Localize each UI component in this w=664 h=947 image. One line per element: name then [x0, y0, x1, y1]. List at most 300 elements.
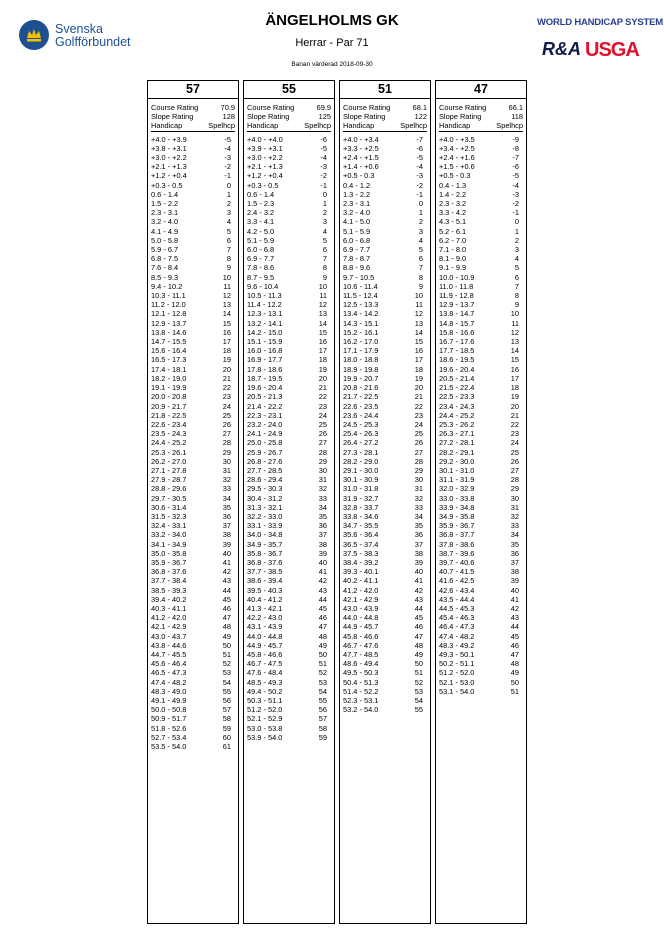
table-row-label: 44.0 - 44.8 — [247, 631, 283, 641]
table-row — [151, 374, 235, 383]
table-row — [439, 457, 523, 466]
table-row-label: +1.4 - +0.6 — [343, 162, 379, 172]
table-row — [439, 668, 523, 677]
table-row — [247, 438, 331, 447]
table-row-value: 23 — [318, 401, 327, 411]
table-row-label: 27.2 - 28.1 — [439, 438, 475, 448]
table-row-label: 8.1 - 9.0 — [439, 254, 467, 264]
table-row — [151, 604, 235, 613]
table-row-value: 6 — [514, 272, 519, 282]
table-row-label: +3.9 - +3.1 — [247, 143, 283, 153]
table-row-value: 44 — [222, 585, 231, 595]
table-row-label: 43.0 - 43.7 — [151, 631, 187, 641]
table-row-label: 8.5 - 9.3 — [151, 272, 179, 282]
tee-column-55 — [243, 80, 335, 924]
table-row — [247, 595, 331, 604]
table-row — [343, 632, 427, 641]
table-row — [247, 383, 331, 392]
table-row — [151, 227, 235, 236]
table-row-value: 23 — [414, 410, 423, 420]
table-row-label: 4.3 - 5.1 — [439, 217, 467, 227]
table-row-value: 13 — [510, 337, 519, 347]
table-row-label: 1.4 - 2.2 — [439, 189, 467, 199]
table-row — [247, 622, 331, 631]
table-row-value: 38 — [222, 530, 231, 540]
table-row-label: 52.7 - 53.4 — [151, 732, 187, 742]
table-row-label: 42.1 - 42.9 — [151, 622, 187, 632]
table-row — [151, 475, 235, 484]
table-row-value: 54 — [222, 677, 231, 687]
slope-rating-row — [343, 112, 427, 121]
table-row-label: 12.1 - 12.8 — [151, 309, 187, 319]
table-row-value: -6 — [416, 143, 423, 153]
table-row-value: 51 — [414, 668, 423, 678]
table-row-label: 24.4 - 25.2 — [151, 438, 187, 448]
table-row-label: +4.0 - +3.5 — [439, 134, 475, 144]
table-row-value: 0 — [514, 217, 519, 227]
table-row-label: 41.2 - 42.0 — [151, 613, 187, 623]
table-row-label: 32.2 - 33.0 — [247, 511, 283, 521]
table-row-value: 39 — [414, 557, 423, 567]
table-row-value: 43 — [318, 585, 327, 595]
table-row-value: 0 — [418, 199, 423, 209]
table-row-label: 21.8 - 22.5 — [151, 410, 187, 420]
table-row-value: 28 — [414, 456, 423, 466]
table-row-value: 3 — [514, 245, 519, 255]
table-row — [151, 705, 235, 714]
table-row-label: 37.8 - 38.6 — [439, 539, 475, 549]
table-row-value: -4 — [224, 143, 231, 153]
table-row — [247, 530, 331, 539]
table-row-label: +1.2 - +0.4 — [247, 171, 283, 181]
table-row-label: 33.8 - 34.6 — [343, 511, 379, 521]
table-row-label: 25.9 - 26.7 — [247, 447, 283, 457]
table-row-label: 43.0 - 43.9 — [343, 603, 379, 613]
table-row — [439, 355, 523, 364]
table-row — [439, 558, 523, 567]
table-row — [151, 365, 235, 374]
table-row-label: 6.9 - 7.7 — [247, 254, 275, 264]
table-row-value: 10 — [510, 309, 519, 319]
table-row-value: 37 — [510, 557, 519, 567]
table-row-value: 46 — [414, 622, 423, 632]
table-row-label: 19.9 - 20.7 — [343, 373, 379, 383]
table-row-value: 28 — [222, 438, 231, 448]
table-row — [247, 466, 331, 475]
table-row-value: 18 — [414, 364, 423, 374]
table-row — [343, 705, 427, 714]
table-row — [151, 190, 235, 199]
table-row-value: 29 — [318, 456, 327, 466]
table-row-label: 40.2 - 41.1 — [343, 576, 379, 586]
handicap-header-row-value: Spelhcp — [304, 121, 331, 131]
table-row-label: 35.0 - 35.8 — [151, 548, 187, 558]
table-row-value: 34 — [318, 502, 327, 512]
table-row-label: 46.4 - 47.3 — [439, 622, 475, 632]
table-row-label: 37.5 - 38.3 — [343, 548, 379, 558]
table-row — [151, 595, 235, 604]
table-row-label: 23.5 - 24.3 — [151, 429, 187, 439]
table-row-value: 37 — [414, 539, 423, 549]
table-row — [247, 714, 331, 723]
table-row — [151, 558, 235, 567]
tee-body — [244, 103, 334, 742]
table-row-value: -3 — [320, 162, 327, 172]
table-row-value: 29 — [510, 484, 519, 494]
table-row — [439, 208, 523, 217]
table-row — [439, 227, 523, 236]
table-row-label: 21.5 - 22.4 — [439, 383, 475, 393]
table-row — [247, 309, 331, 318]
table-row-value: 2 — [514, 235, 519, 245]
table-row — [151, 162, 235, 171]
table-row — [151, 724, 235, 733]
table-row-label: 31.0 - 31.8 — [343, 484, 379, 494]
table-row — [439, 613, 523, 622]
table-row — [151, 641, 235, 650]
table-row — [247, 687, 331, 696]
table-row-value: 48 — [318, 631, 327, 641]
table-row-value: -5 — [320, 143, 327, 153]
table-row — [247, 503, 331, 512]
table-row — [439, 245, 523, 254]
table-row-label: 11.0 - 11.8 — [439, 281, 474, 291]
table-row — [439, 586, 523, 595]
table-row-value: 57 — [222, 705, 231, 715]
table-row-value: 20 — [510, 401, 519, 411]
table-row-label: 44.5 - 45.3 — [439, 603, 475, 613]
table-row — [247, 181, 331, 190]
table-row — [343, 411, 427, 420]
table-row-value: 16 — [414, 346, 423, 356]
table-row-label: 26.4 - 27.2 — [343, 438, 379, 448]
table-row-label: 34.7 - 35.5 — [343, 521, 379, 531]
table-row-value: 6 — [226, 235, 231, 245]
table-row-label: 45.6 - 46.4 — [151, 659, 187, 669]
table-row-label: +4.0 - +4.0 — [247, 134, 283, 144]
table-row — [151, 466, 235, 475]
table-row — [343, 558, 427, 567]
table-row-value: 7 — [514, 281, 519, 291]
table-row — [439, 540, 523, 549]
table-row-label: 44.0 - 44.8 — [343, 613, 379, 623]
table-row — [247, 273, 331, 282]
table-row-value: 61 — [222, 742, 231, 752]
table-row-label: 33.0 - 33.8 — [439, 493, 475, 503]
table-row-value: -1 — [224, 171, 231, 181]
table-row — [247, 402, 331, 411]
table-row-value: 4 — [418, 235, 423, 245]
table-row-value: 42 — [414, 585, 423, 595]
table-row-value: 30 — [414, 475, 423, 485]
table-row-value: 11 — [415, 300, 423, 310]
table-row-value: 42 — [222, 567, 231, 577]
table-row-label: +3.0 - +2.2 — [151, 153, 187, 163]
table-row — [247, 171, 331, 180]
table-row — [151, 273, 235, 282]
table-row-value: 52 — [414, 677, 423, 687]
table-row-label: 43.8 - 44.6 — [151, 640, 187, 650]
table-row-label: 3.2 - 4.0 — [151, 217, 179, 227]
table-row — [343, 374, 427, 383]
table-row-value: 52 — [318, 668, 327, 678]
table-row-value: 10 — [222, 272, 231, 282]
table-row — [343, 208, 427, 217]
table-row-label: 42.1 - 42.9 — [343, 594, 379, 604]
table-row-label: 23.6 - 24.4 — [343, 410, 379, 420]
table-row-label: 5.9 - 6.7 — [151, 245, 179, 255]
table-row-label: 35.8 - 36.7 — [247, 548, 283, 558]
table-row — [343, 162, 427, 171]
table-row-label: 34.9 - 35.7 — [247, 539, 283, 549]
table-row-label: 32.0 - 32.9 — [439, 484, 475, 494]
handicap-header-row-label: Handicap — [343, 121, 375, 131]
table-row-label: +2.1 - +1.3 — [151, 162, 187, 172]
table-row — [247, 540, 331, 549]
table-row-value: 7 — [322, 254, 327, 264]
course-rating-row-label: Course Rating — [343, 103, 391, 112]
table-row — [247, 705, 331, 714]
table-row — [439, 153, 523, 162]
table-row-value: 6 — [322, 245, 327, 255]
table-row — [151, 494, 235, 503]
table-row-value: 11 — [319, 291, 327, 301]
table-row-value: 35 — [222, 502, 231, 512]
table-row — [439, 549, 523, 558]
table-row-label: 39.5 - 40.3 — [247, 585, 283, 595]
table-row-label: 45.8 - 46.6 — [247, 649, 283, 659]
table-row — [343, 337, 427, 346]
table-row-value: -6 — [512, 162, 519, 172]
table-row-label: 6.0 - 6.8 — [247, 245, 275, 255]
table-row-value: 34 — [414, 511, 423, 521]
table-row-label: 50.2 - 51.1 — [439, 659, 475, 669]
table-row — [151, 153, 235, 162]
table-row — [151, 383, 235, 392]
table-row-label: 36.8 - 37.6 — [247, 557, 283, 567]
table-row — [151, 254, 235, 263]
table-row-value: 25 — [318, 419, 327, 429]
table-row-value: -5 — [512, 171, 519, 181]
table-row-label: 53.1 - 54.0 — [439, 686, 475, 696]
table-row-value: 14 — [414, 327, 423, 337]
table-row-value: 32 — [510, 511, 519, 521]
table-row — [247, 346, 331, 355]
table-row-value: 4 — [322, 226, 327, 236]
table-row — [343, 438, 427, 447]
table-row-label: 20.0 - 20.8 — [151, 392, 187, 402]
table-row-value: 43 — [414, 594, 423, 604]
table-row-label: 6.0 - 6.8 — [343, 235, 371, 245]
table-row — [247, 512, 331, 521]
table-row — [151, 503, 235, 512]
course-rating-row-value: 66.1 — [508, 103, 523, 112]
table-row-label: 35.9 - 36.7 — [439, 521, 475, 531]
course-rating-row-value: 69.9 — [316, 103, 331, 112]
table-row-label: 8.7 - 9.5 — [247, 272, 275, 282]
table-row-label: 28.8 - 29.6 — [151, 484, 187, 494]
whs-title: WORLD HANDICAP SYSTEM — [537, 17, 663, 28]
table-row-label: 3.3 - 4.1 — [247, 217, 275, 227]
table-row-label: 6.2 - 7.0 — [439, 235, 467, 245]
table-row-label: +2.1 - +1.3 — [247, 162, 283, 172]
table-row-value: 25 — [510, 447, 519, 457]
table-row-label: 1.5 - 2.2 — [151, 199, 179, 209]
table-row-value: 46 — [510, 640, 519, 650]
table-row-value: 40 — [414, 567, 423, 577]
table-row — [151, 521, 235, 530]
table-row — [343, 678, 427, 687]
table-row-value: 4 — [514, 254, 519, 264]
table-row-label: 9.7 - 10.5 — [343, 272, 375, 282]
table-row — [151, 402, 235, 411]
table-row — [151, 484, 235, 493]
table-row-label: 10.0 - 10.9 — [439, 272, 475, 282]
table-row-value: -9 — [512, 134, 519, 144]
table-row-label: 19.6 - 20.4 — [247, 383, 283, 393]
table-row — [247, 641, 331, 650]
table-row-value: 32 — [318, 484, 327, 494]
table-row-value: 24 — [510, 438, 519, 448]
table-row-value: 28 — [318, 447, 327, 457]
table-row-value: 47 — [414, 631, 423, 641]
table-row-label: 12.9 - 13.7 — [151, 318, 187, 328]
table-row-value: 22 — [222, 383, 231, 393]
table-row — [247, 650, 331, 659]
table-row-label: 22.5 - 23.3 — [439, 392, 475, 402]
table-row — [439, 309, 523, 318]
table-row — [343, 300, 427, 309]
table-row-label: 18.0 - 18.8 — [343, 355, 379, 365]
table-row-label: 24.4 - 25.2 — [439, 410, 475, 420]
table-row-value: 1 — [322, 199, 327, 209]
table-row-value: 22 — [414, 401, 423, 411]
table-row — [151, 549, 235, 558]
table-row-label: 44.9 - 45.7 — [247, 640, 283, 650]
table-row-label: 16.9 - 17.7 — [247, 355, 283, 365]
table-row-label: 5.2 - 6.1 — [439, 226, 467, 236]
table-row-label: 51.2 - 52.0 — [439, 668, 475, 678]
table-row-value: -1 — [416, 189, 423, 199]
table-row — [151, 181, 235, 190]
table-row — [343, 181, 427, 190]
table-row-label: +0.3 - 0.5 — [151, 180, 183, 190]
table-row-label: 19.1 - 19.9 — [151, 383, 187, 393]
table-row — [439, 263, 523, 272]
table-row-value: 15 — [510, 355, 519, 365]
table-row-value: 5 — [514, 263, 519, 273]
table-row-label: 12.5 - 13.3 — [343, 300, 379, 310]
table-row — [151, 540, 235, 549]
table-row — [343, 227, 427, 236]
table-row — [343, 309, 427, 318]
table-row-value: 35 — [510, 539, 519, 549]
table-row-label: 20.9 - 21.7 — [151, 401, 187, 411]
table-row-value: 44 — [318, 594, 327, 604]
table-row-label: 30.4 - 31.2 — [247, 493, 283, 503]
table-row — [151, 355, 235, 364]
table-row — [247, 300, 331, 309]
table-row — [343, 668, 427, 677]
table-row — [247, 355, 331, 364]
table-row — [151, 457, 235, 466]
handicap-header-row — [151, 121, 235, 131]
table-row-value: 49 — [318, 640, 327, 650]
table-row — [439, 530, 523, 539]
table-row-label: 39.7 - 40.6 — [439, 557, 475, 567]
table-row — [343, 622, 427, 631]
course-rating-row — [343, 103, 427, 112]
table-row — [439, 622, 523, 631]
table-row — [151, 171, 235, 180]
slope-rating-row-value: 122 — [414, 112, 427, 122]
table-row-label: 53.0 - 53.8 — [247, 723, 283, 733]
table-row-value: 59 — [318, 732, 327, 742]
table-row-value: 33 — [222, 484, 231, 494]
table-row — [247, 484, 331, 493]
table-row-value: 1 — [418, 208, 423, 218]
table-row-value: 17 — [414, 355, 423, 365]
table-row-value: 21 — [510, 410, 519, 420]
table-row-label: 28.6 - 29.4 — [247, 475, 283, 485]
table-row-value: 10 — [414, 291, 423, 301]
table-row — [247, 337, 331, 346]
table-row-value: 45 — [222, 594, 231, 604]
table-row-label: 20.5 - 21.3 — [247, 392, 283, 402]
table-row-value: 9 — [226, 263, 231, 273]
slope-rating-row-label: Slope Rating — [151, 112, 194, 122]
table-row — [247, 135, 331, 144]
table-row-label: 1.5 - 2.3 — [247, 199, 275, 209]
table-row — [247, 291, 331, 300]
table-row-value: 53 — [222, 668, 231, 678]
table-row-label: 26.8 - 27.6 — [247, 456, 283, 466]
table-row-label: 5.1 - 5.9 — [247, 235, 275, 245]
table-row — [151, 622, 235, 631]
table-row-value: 42 — [318, 576, 327, 586]
table-row-value: 54 — [318, 686, 327, 696]
table-row — [247, 254, 331, 263]
table-row — [151, 613, 235, 622]
table-row-label: 29.7 - 30.5 — [151, 493, 187, 503]
tee-column-57 — [147, 80, 239, 924]
table-row-label: 17.4 - 18.1 — [151, 364, 187, 374]
table-row-label: 7.8 - 8.6 — [247, 263, 275, 273]
table-row-value: 27 — [414, 447, 423, 457]
table-row — [439, 217, 523, 226]
table-row — [343, 236, 427, 245]
slope-rating-row-label: Slope Rating — [247, 112, 290, 122]
table-row-value: 32 — [414, 493, 423, 503]
table-row-label: 24.1 - 24.9 — [247, 429, 283, 439]
table-row-value: 45 — [510, 631, 519, 641]
table-row-value: 37 — [318, 530, 327, 540]
table-row-label: 12.3 - 13.1 — [247, 309, 283, 319]
table-row-label: 51.2 - 52.0 — [247, 705, 283, 715]
slope-rating-row-label: Slope Rating — [343, 112, 386, 122]
table-row-label: 47.4 - 48.2 — [151, 677, 187, 687]
table-row — [151, 659, 235, 668]
table-row — [343, 466, 427, 475]
table-row — [343, 659, 427, 668]
table-row — [151, 309, 235, 318]
table-row — [247, 245, 331, 254]
table-row-value: 39 — [510, 576, 519, 586]
table-row — [247, 659, 331, 668]
table-row — [343, 641, 427, 650]
table-row-value: 26 — [222, 419, 231, 429]
table-row-label: 13.4 - 14.2 — [343, 309, 379, 319]
